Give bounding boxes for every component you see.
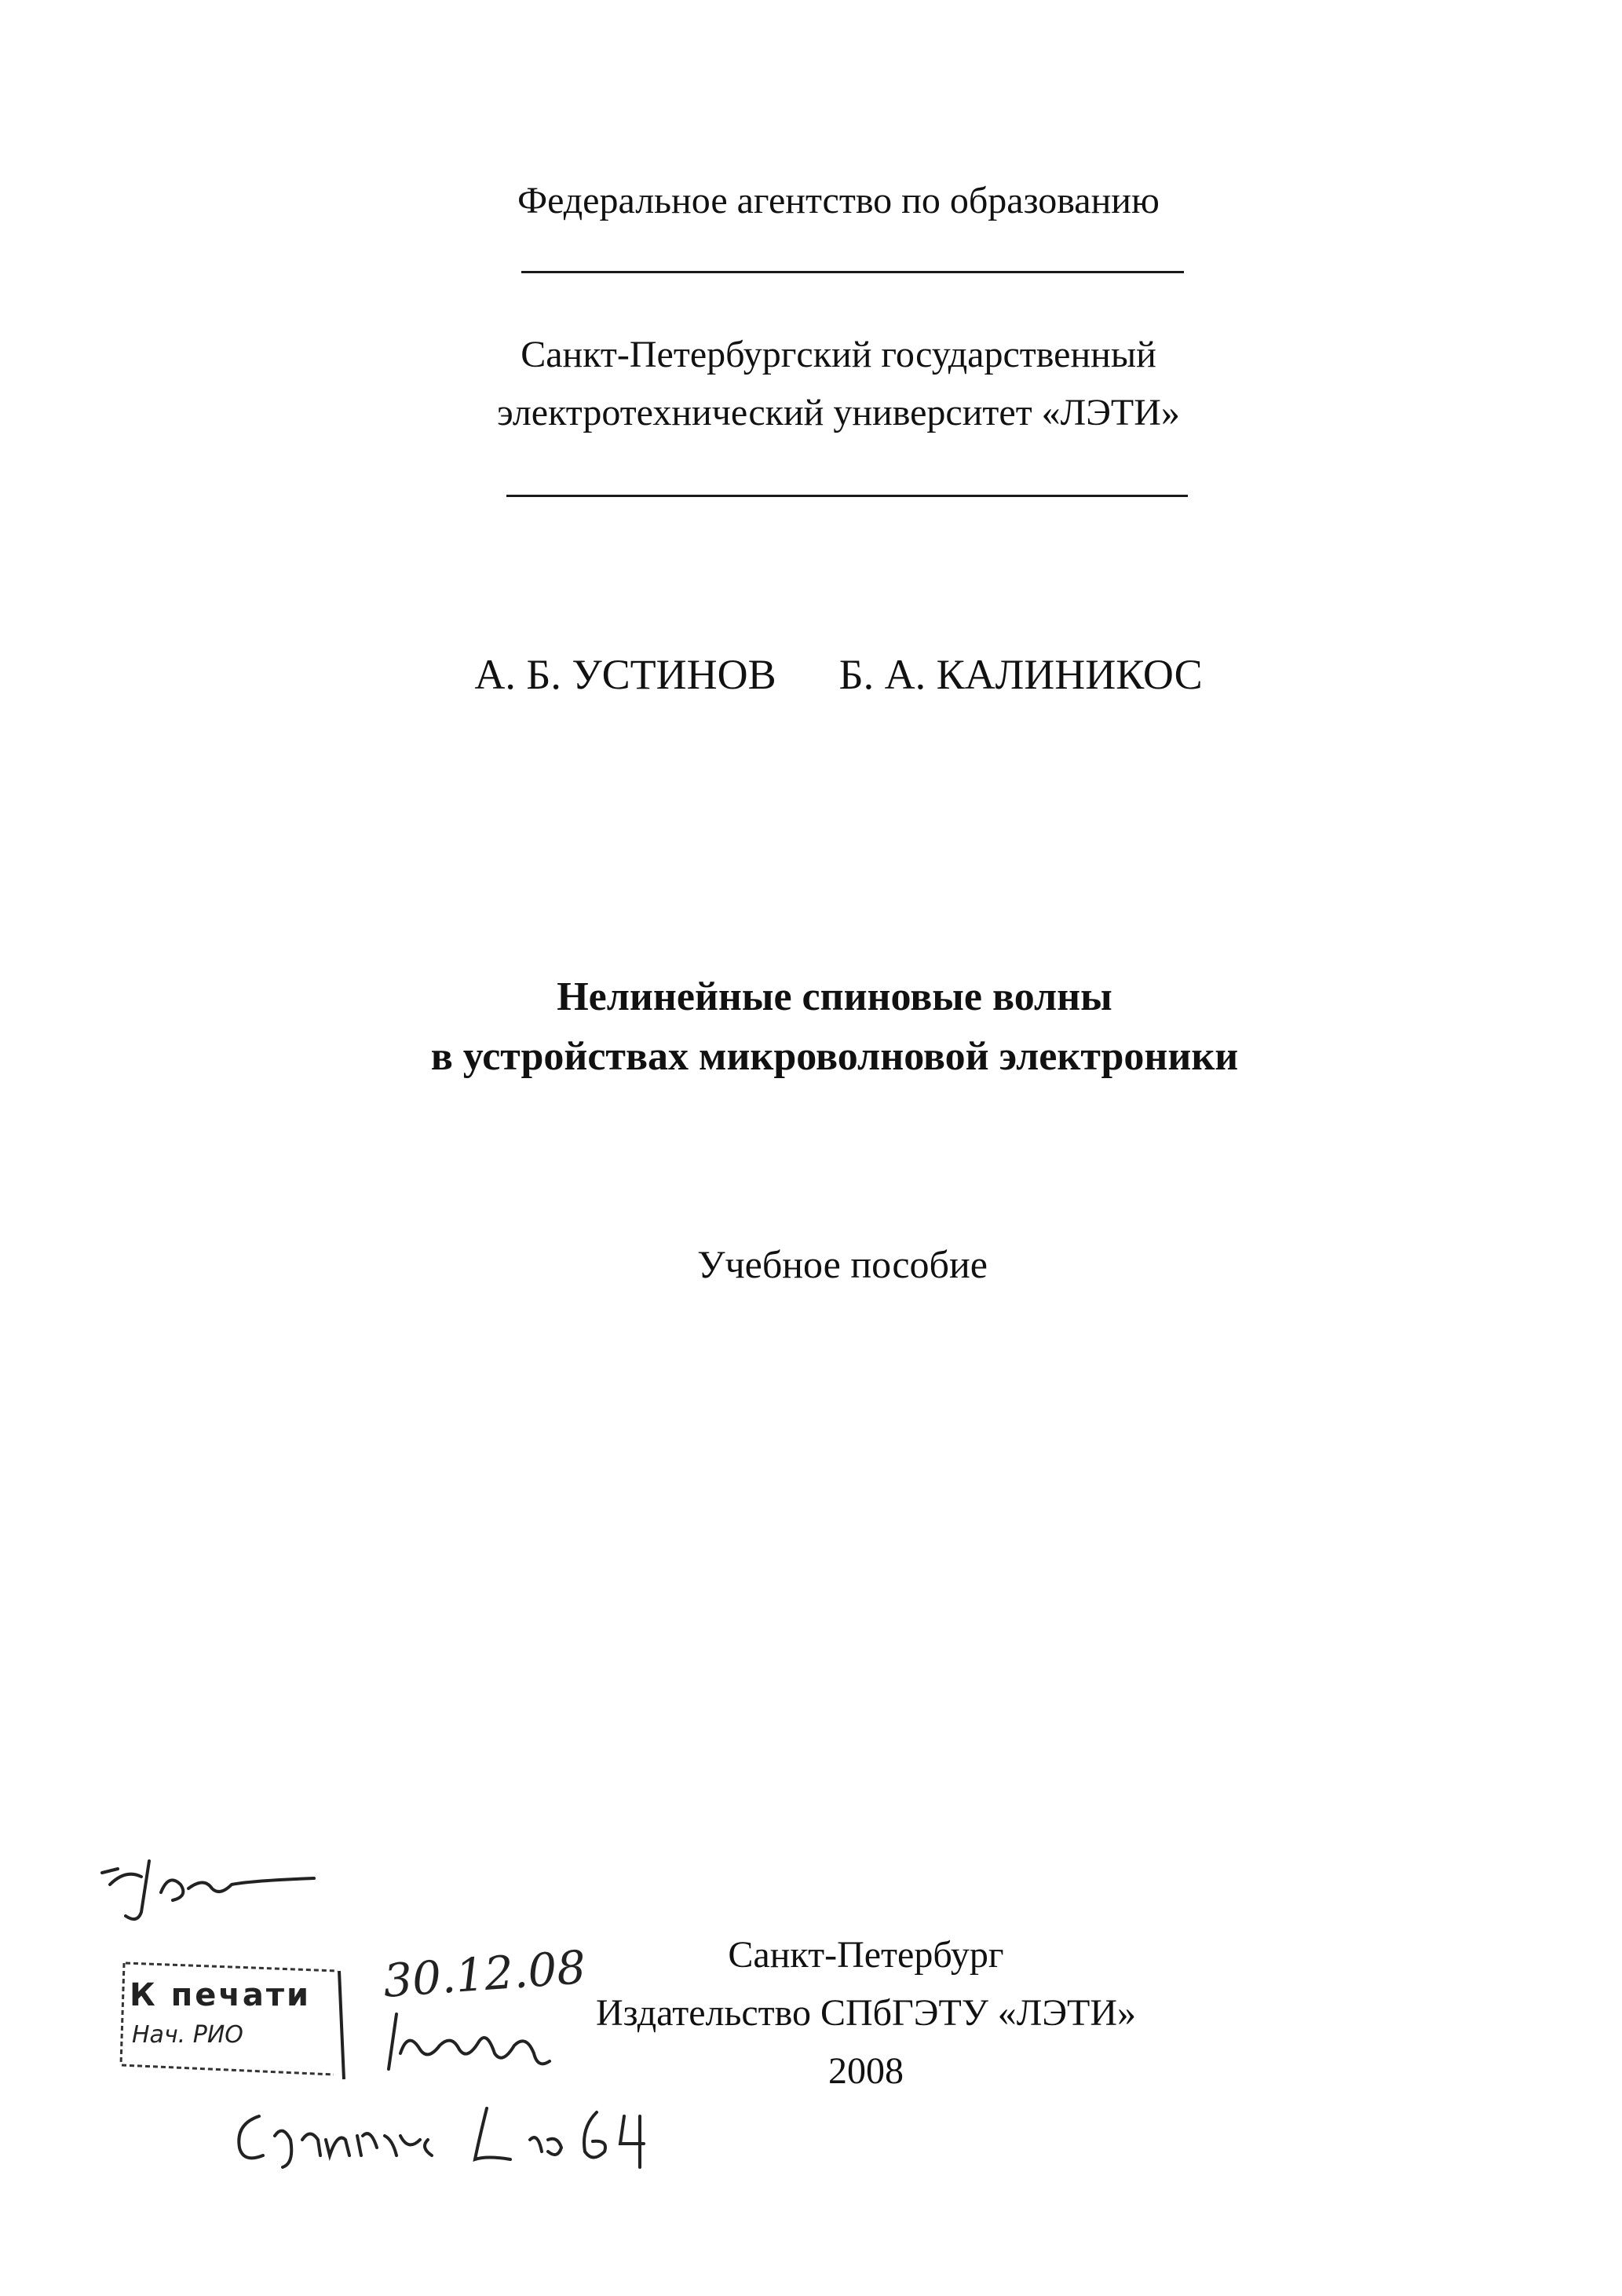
divider-rule (506, 495, 1188, 497)
book-title-line2: в устройствах микроволновой электроники (430, 1034, 1239, 1079)
authors (0, 653, 1622, 696)
signature-scribble (381, 2006, 561, 2085)
author-1: А. Б. УСТИНОВ (474, 651, 776, 698)
stamp-text-to-print: К печати (130, 1977, 312, 2013)
university-name-line1: Санкт-Петербургский государственный (521, 334, 1156, 375)
publication-year: 2008 (828, 2050, 904, 2092)
handwritten-date: 30.12.08 (381, 1940, 588, 2008)
divider-rule (521, 271, 1184, 273)
publication-city: Санкт-Петербург (728, 1934, 1004, 1976)
university-name-line2: электротехнический университет «ЛЭТИ» (497, 392, 1180, 433)
book-title-line1: Нелинейные спиновые волны (557, 974, 1112, 1019)
signature-scribble (94, 1837, 345, 1932)
publication-type: Учебное пособие (697, 1242, 988, 1286)
author-2: Б. А. КАЛИНИКОС (838, 651, 1203, 698)
publisher-name: Издательство СПбГЭТУ «ЛЭТИ» (595, 1992, 1137, 2034)
print-approval-stamp (118, 1947, 345, 2081)
stamp-text-head: Нач. РИО (132, 2021, 243, 2049)
agency-name: Федеральное агентство по образованию (517, 180, 1160, 221)
handwritten-pages-note (228, 2093, 667, 2179)
